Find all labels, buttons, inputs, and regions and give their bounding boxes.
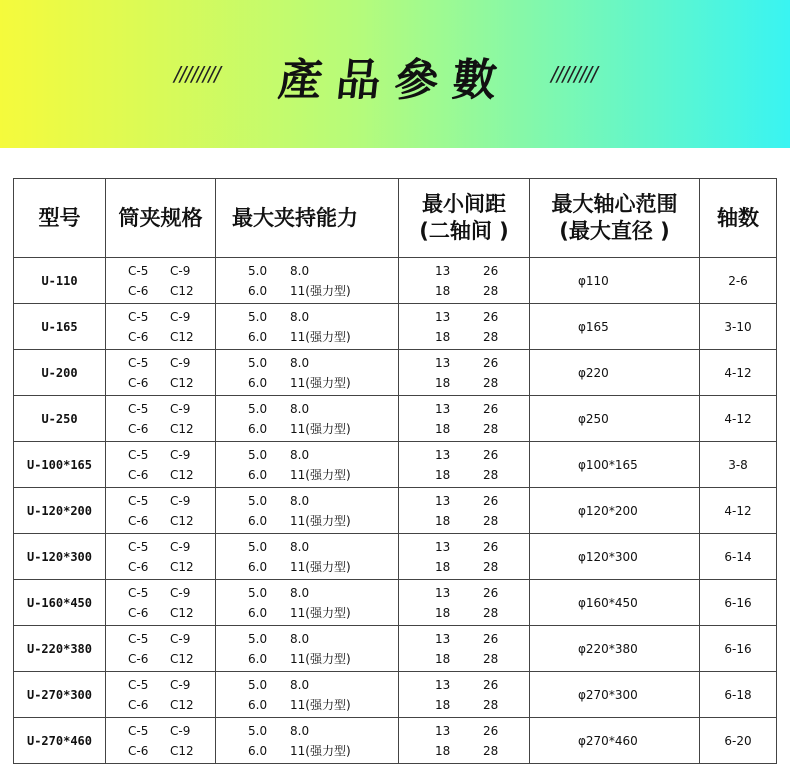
- clamp-value: 8.0: [290, 539, 310, 554]
- clamp-value: 6.0: [248, 329, 268, 344]
- gap-value: 18: [435, 605, 451, 620]
- gap-value: 18: [435, 651, 451, 666]
- chuck-line: [106, 675, 215, 695]
- clamp-value: 6.0: [248, 467, 268, 482]
- gap-value: 13: [435, 539, 451, 554]
- clamp-value: 5.0: [248, 723, 268, 738]
- clamp-line: [216, 537, 398, 557]
- chuck-value: C-9: [170, 309, 191, 324]
- cell-gap: [399, 304, 530, 350]
- chuck-value: C-6: [128, 651, 149, 666]
- chuck-value: C12: [170, 467, 194, 482]
- cell-model: U-110: [14, 258, 106, 304]
- header-model: 型号: [14, 179, 106, 258]
- clamp-line: [216, 629, 398, 649]
- chuck-value: C-5: [128, 631, 149, 646]
- chuck-value: C-5: [128, 401, 149, 416]
- cell-model: U-220*380: [14, 626, 106, 672]
- clamp-value: 8.0: [290, 447, 310, 462]
- gap-line: [399, 465, 529, 485]
- cell-range: φ110: [530, 258, 700, 304]
- cell-range: φ165: [530, 304, 700, 350]
- cell-clamp: [216, 580, 399, 626]
- chuck-value: C-9: [170, 263, 191, 278]
- clamp-value: 8.0: [290, 585, 310, 600]
- cell-gap: [399, 534, 530, 580]
- cell-clamp: [216, 672, 399, 718]
- chuck-value: C-6: [128, 513, 149, 528]
- chuck-value: C-9: [170, 677, 191, 692]
- gap-value: 28: [483, 651, 499, 666]
- chuck-value: C12: [170, 697, 194, 712]
- chuck-line: [106, 721, 215, 741]
- chuck-value: C12: [170, 605, 194, 620]
- gap-value: 26: [483, 355, 499, 370]
- chuck-value: C12: [170, 559, 194, 574]
- chuck-line: [106, 353, 215, 373]
- cell-clamp: [216, 396, 399, 442]
- chuck-value: C-6: [128, 605, 149, 620]
- gap-value: 13: [435, 401, 451, 416]
- cell-model: U-270*300: [14, 672, 106, 718]
- chuck-line: [106, 281, 215, 301]
- gap-value: 26: [483, 585, 499, 600]
- gap-line: [399, 327, 529, 347]
- gap-value: 18: [435, 329, 451, 344]
- gap-value: 26: [483, 493, 499, 508]
- gap-value: 18: [435, 283, 451, 298]
- cell-axes: 6-18: [700, 672, 777, 718]
- chuck-line: [106, 419, 215, 439]
- table-row: [14, 718, 777, 764]
- gap-line: [399, 695, 529, 715]
- cell-axes: 6-16: [700, 580, 777, 626]
- header-gap-line2: (二轴间 ): [419, 219, 509, 243]
- gap-value: 26: [483, 447, 499, 462]
- clamp-value: 6.0: [248, 559, 268, 574]
- decorative-slashes-left: ////////: [174, 62, 220, 86]
- clamp-value: 6.0: [248, 375, 268, 390]
- clamp-value: 6.0: [248, 651, 268, 666]
- cell-clamp: [216, 350, 399, 396]
- chuck-value: C-9: [170, 585, 191, 600]
- cell-chuck: [106, 580, 216, 626]
- gap-value: 28: [483, 329, 499, 344]
- clamp-line: [216, 557, 398, 577]
- gap-value: 28: [483, 375, 499, 390]
- chuck-value: C-6: [128, 697, 149, 712]
- cell-range: φ270*460: [530, 718, 700, 764]
- cell-range: φ270*300: [530, 672, 700, 718]
- gap-line: [399, 399, 529, 419]
- gap-line: [399, 353, 529, 373]
- cell-range: φ220: [530, 350, 700, 396]
- cell-gap: [399, 396, 530, 442]
- clamp-line: [216, 307, 398, 327]
- chuck-value: C-6: [128, 743, 149, 758]
- chuck-value: C-6: [128, 467, 149, 482]
- chuck-line: [106, 307, 215, 327]
- cell-clamp: [216, 534, 399, 580]
- clamp-value: 11(强力型): [290, 330, 351, 344]
- cell-model: U-270*460: [14, 718, 106, 764]
- cell-axes: 6-20: [700, 718, 777, 764]
- chuck-line: [106, 511, 215, 531]
- clamp-value: 6.0: [248, 605, 268, 620]
- chuck-value: C12: [170, 283, 194, 298]
- chuck-line: [106, 261, 215, 281]
- clamp-value: 8.0: [290, 263, 310, 278]
- chuck-value: C-5: [128, 677, 149, 692]
- header-gap: [399, 179, 530, 258]
- clamp-value: 11(强力型): [290, 652, 351, 666]
- cell-chuck: [106, 718, 216, 764]
- gap-value: 18: [435, 467, 451, 482]
- spec-table: [13, 178, 777, 764]
- header-axes: 轴数: [700, 179, 777, 258]
- clamp-value: 11(强力型): [290, 560, 351, 574]
- clamp-value: 6.0: [248, 513, 268, 528]
- chuck-line: [106, 603, 215, 623]
- chuck-value: C-9: [170, 539, 191, 554]
- cell-axes: 3-8: [700, 442, 777, 488]
- cell-chuck: [106, 442, 216, 488]
- gap-value: 26: [483, 539, 499, 554]
- cell-chuck: [106, 488, 216, 534]
- cell-gap: [399, 258, 530, 304]
- table-row: [14, 580, 777, 626]
- chuck-value: C12: [170, 421, 194, 436]
- header-gap-line1: 最小间距: [422, 192, 506, 216]
- gap-value: 26: [483, 631, 499, 646]
- chuck-value: C-6: [128, 559, 149, 574]
- clamp-value: 11(强力型): [290, 744, 351, 758]
- table-row: [14, 626, 777, 672]
- clamp-value: 8.0: [290, 677, 310, 692]
- cell-gap: [399, 350, 530, 396]
- clamp-value: 8.0: [290, 493, 310, 508]
- chuck-line: [106, 327, 215, 347]
- chuck-value: C-9: [170, 355, 191, 370]
- gap-value: 13: [435, 677, 451, 692]
- cell-chuck: [106, 396, 216, 442]
- chuck-value: C-9: [170, 723, 191, 738]
- cell-gap: [399, 626, 530, 672]
- clamp-value: 8.0: [290, 401, 310, 416]
- clamp-value: 6.0: [248, 283, 268, 298]
- chuck-line: [106, 399, 215, 419]
- gap-value: 13: [435, 309, 451, 324]
- chuck-line: [106, 629, 215, 649]
- cell-range: φ120*200: [530, 488, 700, 534]
- gap-value: 13: [435, 355, 451, 370]
- gap-line: [399, 491, 529, 511]
- clamp-line: [216, 741, 398, 761]
- gap-value: 28: [483, 421, 499, 436]
- gap-value: 28: [483, 513, 499, 528]
- gap-line: [399, 419, 529, 439]
- clamp-value: 5.0: [248, 401, 268, 416]
- table-row: [14, 258, 777, 304]
- cell-axes: 4-12: [700, 350, 777, 396]
- table-row: [14, 396, 777, 442]
- chuck-line: [106, 445, 215, 465]
- cell-chuck: [106, 626, 216, 672]
- cell-model: U-120*300: [14, 534, 106, 580]
- chuck-value: C-6: [128, 375, 149, 390]
- table-header-row: [14, 179, 777, 258]
- cell-gap: [399, 442, 530, 488]
- cell-axes: 2-6: [700, 258, 777, 304]
- chuck-value: C-5: [128, 723, 149, 738]
- gap-value: 18: [435, 697, 451, 712]
- cell-chuck: [106, 534, 216, 580]
- cell-gap: [399, 718, 530, 764]
- clamp-value: 5.0: [248, 585, 268, 600]
- chuck-line: [106, 557, 215, 577]
- title-banner: [0, 0, 790, 148]
- gap-line: [399, 557, 529, 577]
- clamp-line: [216, 721, 398, 741]
- chuck-value: C-6: [128, 421, 149, 436]
- gap-value: 13: [435, 723, 451, 738]
- gap-line: [399, 445, 529, 465]
- clamp-value: 11(强力型): [290, 698, 351, 712]
- clamp-value: 6.0: [248, 421, 268, 436]
- gap-value: 18: [435, 375, 451, 390]
- chuck-value: C12: [170, 513, 194, 528]
- cell-range: φ120*300: [530, 534, 700, 580]
- gap-line: [399, 537, 529, 557]
- gap-line: [399, 675, 529, 695]
- clamp-line: [216, 583, 398, 603]
- cell-chuck: [106, 350, 216, 396]
- clamp-value: 8.0: [290, 631, 310, 646]
- chuck-value: C12: [170, 375, 194, 390]
- clamp-value: 8.0: [290, 723, 310, 738]
- chuck-value: C-5: [128, 309, 149, 324]
- gap-value: 18: [435, 421, 451, 436]
- gap-line: [399, 603, 529, 623]
- gap-line: [399, 583, 529, 603]
- clamp-line: [216, 261, 398, 281]
- chuck-value: C12: [170, 651, 194, 666]
- clamp-line: [216, 465, 398, 485]
- clamp-line: [216, 491, 398, 511]
- clamp-value: 11(强力型): [290, 376, 351, 390]
- chuck-value: C12: [170, 743, 194, 758]
- gap-value: 13: [435, 263, 451, 278]
- clamp-value: 11(强力型): [290, 422, 351, 436]
- clamp-line: [216, 445, 398, 465]
- chuck-value: C-5: [128, 355, 149, 370]
- table-row: [14, 534, 777, 580]
- chuck-line: [106, 741, 215, 761]
- cell-range: φ220*380: [530, 626, 700, 672]
- cell-model: U-160*450: [14, 580, 106, 626]
- cell-axes: 4-12: [700, 488, 777, 534]
- chuck-line: [106, 465, 215, 485]
- gap-value: 28: [483, 559, 499, 574]
- clamp-value: 5.0: [248, 263, 268, 278]
- chuck-value: C-5: [128, 447, 149, 462]
- gap-value: 28: [483, 605, 499, 620]
- gap-value: 28: [483, 743, 499, 758]
- gap-value: 18: [435, 513, 451, 528]
- cell-axes: 3-10: [700, 304, 777, 350]
- header-range-line1: 最大轴心范围: [551, 192, 678, 216]
- clamp-value: 6.0: [248, 697, 268, 712]
- clamp-line: [216, 399, 398, 419]
- cell-model: U-250: [14, 396, 106, 442]
- chuck-value: C12: [170, 329, 194, 344]
- cell-axes: 6-14: [700, 534, 777, 580]
- chuck-line: [106, 491, 215, 511]
- clamp-line: [216, 649, 398, 669]
- chuck-line: [106, 373, 215, 393]
- cell-range: φ100*165: [530, 442, 700, 488]
- table-body: [14, 258, 777, 764]
- gap-line: [399, 261, 529, 281]
- table-row: [14, 488, 777, 534]
- clamp-value: 11(强力型): [290, 284, 351, 298]
- clamp-line: [216, 419, 398, 439]
- cell-axes: 6-16: [700, 626, 777, 672]
- cell-chuck: [106, 258, 216, 304]
- clamp-value: 5.0: [248, 539, 268, 554]
- cell-axes: 4-12: [700, 396, 777, 442]
- gap-line: [399, 741, 529, 761]
- gap-value: 26: [483, 677, 499, 692]
- chuck-value: C-5: [128, 539, 149, 554]
- cell-gap: [399, 580, 530, 626]
- gap-value: 13: [435, 585, 451, 600]
- chuck-value: C-9: [170, 631, 191, 646]
- chuck-value: C-5: [128, 585, 149, 600]
- gap-line: [399, 649, 529, 669]
- page-title: 產品參數: [275, 55, 514, 106]
- header-range: [530, 179, 700, 258]
- clamp-value: 5.0: [248, 355, 268, 370]
- cell-gap: [399, 488, 530, 534]
- chuck-value: C-5: [128, 493, 149, 508]
- clamp-line: [216, 373, 398, 393]
- chuck-value: C-9: [170, 401, 191, 416]
- chuck-line: [106, 649, 215, 669]
- cell-model: U-165: [14, 304, 106, 350]
- table-row: [14, 442, 777, 488]
- clamp-line: [216, 603, 398, 623]
- gap-line: [399, 721, 529, 741]
- chuck-line: [106, 583, 215, 603]
- clamp-value: 6.0: [248, 743, 268, 758]
- cell-model: U-100*165: [14, 442, 106, 488]
- cell-chuck: [106, 672, 216, 718]
- clamp-value: 5.0: [248, 447, 268, 462]
- clamp-value: 11(强力型): [290, 468, 351, 482]
- gap-value: 18: [435, 559, 451, 574]
- cell-clamp: [216, 258, 399, 304]
- cell-model: U-120*200: [14, 488, 106, 534]
- chuck-value: C-9: [170, 493, 191, 508]
- header-range-line2: (最大直径 ): [559, 219, 670, 243]
- gap-value: 13: [435, 493, 451, 508]
- gap-value: 28: [483, 283, 499, 298]
- gap-value: 26: [483, 401, 499, 416]
- clamp-value: 11(强力型): [290, 514, 351, 528]
- gap-line: [399, 373, 529, 393]
- clamp-line: [216, 281, 398, 301]
- clamp-value: 11(强力型): [290, 606, 351, 620]
- gap-value: 13: [435, 447, 451, 462]
- gap-line: [399, 307, 529, 327]
- cell-clamp: [216, 718, 399, 764]
- clamp-value: 8.0: [290, 309, 310, 324]
- clamp-value: 5.0: [248, 309, 268, 324]
- chuck-line: [106, 695, 215, 715]
- cell-clamp: [216, 488, 399, 534]
- clamp-line: [216, 695, 398, 715]
- gap-value: 26: [483, 263, 499, 278]
- cell-gap: [399, 672, 530, 718]
- cell-model: U-200: [14, 350, 106, 396]
- clamp-value: 5.0: [248, 631, 268, 646]
- gap-value: 26: [483, 309, 499, 324]
- gap-line: [399, 629, 529, 649]
- gap-value: 13: [435, 631, 451, 646]
- chuck-line: [106, 537, 215, 557]
- clamp-value: 8.0: [290, 355, 310, 370]
- gap-value: 28: [483, 467, 499, 482]
- table-row: [14, 304, 777, 350]
- gap-value: 28: [483, 697, 499, 712]
- decorative-slashes-right: ////////: [551, 62, 597, 86]
- gap-value: 26: [483, 723, 499, 738]
- gap-value: 18: [435, 743, 451, 758]
- clamp-line: [216, 675, 398, 695]
- chuck-value: C-6: [128, 329, 149, 344]
- cell-chuck: [106, 304, 216, 350]
- gap-line: [399, 511, 529, 531]
- clamp-line: [216, 353, 398, 373]
- header-clamp: 最大夹持能力: [216, 179, 399, 258]
- cell-range: φ160*450: [530, 580, 700, 626]
- clamp-line: [216, 327, 398, 347]
- cell-clamp: [216, 442, 399, 488]
- table-row: [14, 350, 777, 396]
- chuck-value: C-6: [128, 283, 149, 298]
- cell-clamp: [216, 626, 399, 672]
- cell-range: φ250: [530, 396, 700, 442]
- clamp-line: [216, 511, 398, 531]
- header-chuck: 筒夹规格: [106, 179, 216, 258]
- table-row: [14, 672, 777, 718]
- clamp-value: 5.0: [248, 677, 268, 692]
- cell-clamp: [216, 304, 399, 350]
- clamp-value: 5.0: [248, 493, 268, 508]
- chuck-value: C-9: [170, 447, 191, 462]
- chuck-value: C-5: [128, 263, 149, 278]
- gap-line: [399, 281, 529, 301]
